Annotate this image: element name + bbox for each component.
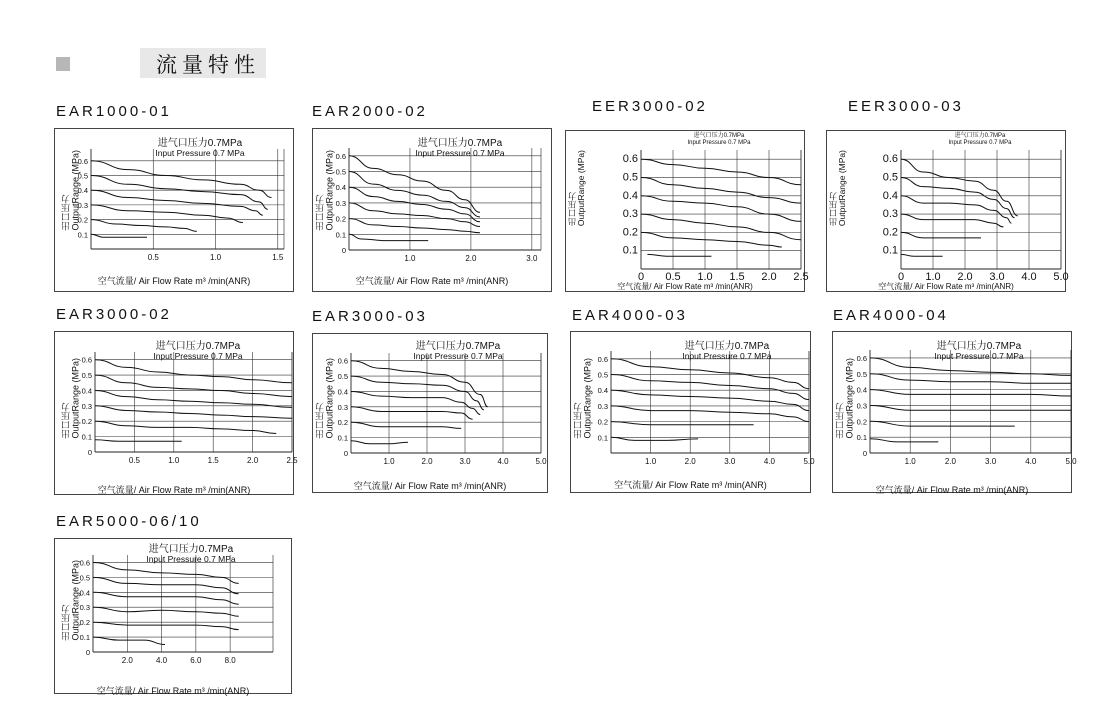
- chart-panel: [826, 130, 1069, 292]
- y-tick-label: 0.6: [77, 156, 88, 166]
- y-tick-label: 0.2: [79, 618, 90, 628]
- x-tick-label: 3.0: [459, 457, 471, 466]
- x-tick-label: 3.0: [985, 457, 997, 466]
- y-tick-label: 0.2: [856, 417, 867, 427]
- y-tick-label: 0.6: [856, 353, 867, 363]
- y-tick-label: 0.5: [335, 167, 346, 177]
- y-tick-label: 0.3: [882, 208, 898, 221]
- y-tick-label: 0.6: [882, 153, 898, 166]
- series-line-0.4: [95, 391, 292, 408]
- input-pressure-note-en: Input Pressure 0.7 MPa: [146, 554, 236, 564]
- series-line-0.5: [351, 376, 484, 410]
- y-axis-label-en: OutputRange (MPa): [324, 150, 335, 231]
- series-line-0.2: [91, 220, 197, 232]
- y-tick-label: 0.4: [81, 386, 92, 396]
- series-line-0.1: [93, 637, 165, 644]
- series-line-0.1: [901, 254, 943, 256]
- y-axis-label-cn: 出口压力: [315, 194, 325, 231]
- x-axis-label: 空气流量/ Air Flow Rate m³ /min(ANR): [617, 282, 753, 291]
- y-tick-label: 0: [343, 449, 348, 458]
- y-tick-label: 0.4: [882, 189, 898, 202]
- y-tick-label: 0.6: [79, 558, 90, 568]
- y-axis-label-cn: 出口压力: [61, 402, 71, 439]
- y-tick-label: 0.1: [335, 230, 346, 240]
- y-axis-label-cn: 出口压力: [828, 192, 838, 227]
- y-tick-label: 0.1: [882, 244, 898, 257]
- y-tick-label: 0.6: [622, 153, 638, 166]
- x-tick-label: 2.0: [761, 271, 777, 283]
- input-pressure-note-cn: 进气口压力0.7MPa: [684, 341, 770, 352]
- y-tick-label: 0.2: [81, 417, 92, 427]
- x-tick-label: 8.0: [224, 656, 236, 665]
- input-pressure-note-cn: 进气口压力0.7MPa: [936, 341, 1022, 352]
- x-tick-label: 2.0: [684, 457, 696, 466]
- x-tick-label: 0.5: [665, 271, 681, 283]
- y-axis-label: [62, 150, 81, 231]
- x-tick-label: 1.0: [168, 456, 180, 465]
- y-tick-label: 0.5: [622, 171, 638, 184]
- series-line-0.3: [901, 214, 1003, 227]
- input-pressure-note-en: Input Pressure 0.7 MPa: [934, 351, 1024, 361]
- chart-title: EAR3000-03: [312, 308, 428, 325]
- y-axis-label-en: OutputRange (MPa): [575, 150, 586, 227]
- y-axis-label-cn: 出口压力: [61, 604, 71, 641]
- x-axis-label: 空气流量/ Air Flow Rate m³ /min(ANR): [878, 282, 1014, 291]
- x-tick-label: 4.0: [1025, 457, 1037, 466]
- input-pressure-note-en: Input Pressure 0.7 MPa: [948, 139, 1012, 146]
- y-tick-label: 0.3: [77, 200, 88, 210]
- series-line-0.6: [91, 161, 272, 198]
- series-line-0.5: [93, 577, 239, 593]
- y-axis-label: [836, 358, 855, 439]
- x-tick-label: 6.0: [190, 656, 202, 665]
- x-tick-label: 2.0: [465, 254, 477, 263]
- x-tick-label: 0: [637, 271, 645, 283]
- input-pressure-note: [400, 138, 520, 158]
- y-axis-label-en: OutputRange (MPa): [324, 358, 335, 439]
- chart-title: EER3000-02: [592, 98, 708, 115]
- input-pressure-note: [398, 341, 518, 361]
- y-tick-label: 0.4: [597, 386, 608, 396]
- chart-title: EER3000-03: [848, 98, 964, 115]
- series-line-0.2: [351, 422, 461, 428]
- input-pressure-note-cn: 进气口压力0.7MPa: [155, 341, 241, 352]
- series-line-0.4: [641, 196, 801, 222]
- input-pressure-note: [131, 544, 251, 564]
- y-axis-label-en: OutputRange (MPa): [582, 358, 593, 439]
- series-line-0.6: [93, 563, 239, 584]
- x-tick-label: 1.0: [209, 253, 222, 262]
- y-axis-label-en: OutputRange (MPa): [844, 358, 855, 439]
- y-tick-label: 0.2: [77, 215, 88, 225]
- series-line-0.5: [91, 176, 268, 210]
- x-tick-label: 0: [897, 271, 905, 283]
- input-pressure-note-cn: 进气口压力0.7MPa: [157, 138, 243, 149]
- series-line-0.1: [870, 439, 938, 442]
- x-tick-label: 3.0: [989, 271, 1005, 283]
- y-tick-label: 0.2: [882, 226, 898, 239]
- x-tick-label: 4.0: [497, 457, 509, 466]
- input-pressure-note: [920, 133, 1040, 146]
- chart-title: EAR4000-04: [833, 307, 949, 324]
- x-tick-label: 4.0: [156, 656, 168, 665]
- series-line-0.6: [641, 159, 801, 185]
- y-axis-label-cn: 出口压力: [835, 402, 845, 439]
- x-tick-label: 5.0: [1053, 271, 1069, 283]
- input-pressure-note-en: Input Pressure 0.7 MPa: [687, 139, 751, 146]
- chart-title: EAR4000-03: [572, 307, 688, 324]
- y-tick-label: 0.1: [337, 433, 348, 443]
- x-tick-label: 2.5: [286, 456, 298, 465]
- x-tick-label: 4.0: [763, 457, 775, 466]
- chart-title: EAR5000-06/10: [56, 513, 202, 530]
- x-tick-label: 2.0: [944, 457, 956, 466]
- y-tick-label: 0: [85, 648, 90, 657]
- x-tick-label: 1.5: [729, 271, 745, 283]
- x-axis-label: 空气流量/ Air Flow Rate m³ /min(ANR): [355, 276, 509, 286]
- y-axis-label-en: OutputRange (MPa): [70, 358, 81, 439]
- series-line-0.6: [901, 159, 1018, 216]
- x-tick-label: 5.0: [1065, 457, 1077, 466]
- input-pressure-note: [919, 341, 1039, 361]
- x-tick-label: 1.0: [383, 457, 395, 466]
- input-pressure-note: [667, 341, 787, 361]
- x-tick-label: 3.0: [526, 254, 538, 263]
- y-tick-label: 0.5: [77, 171, 88, 181]
- x-axis-label: 空气流量/ Air Flow Rate m³ /min(ANR): [97, 485, 251, 495]
- y-axis-label: [62, 358, 81, 439]
- series-line-0.2: [95, 421, 276, 433]
- series-line-0.2: [611, 422, 754, 425]
- series-line-0.1: [611, 437, 698, 440]
- y-tick-label: 0.4: [77, 186, 88, 196]
- x-tick-label: 3.0: [724, 457, 736, 466]
- input-pressure-note: [138, 341, 258, 361]
- y-tick-label: 0: [87, 448, 92, 457]
- y-tick-label: 0: [341, 246, 346, 255]
- series-line-0.1: [95, 440, 182, 442]
- y-tick-label: 0.5: [882, 171, 898, 184]
- series-line-0.4: [93, 592, 239, 604]
- series-line-0.6: [95, 360, 292, 383]
- y-tick-label: 0.1: [597, 433, 608, 443]
- input-pressure-note-en: Input Pressure 0.7 MPa: [413, 351, 503, 361]
- y-tick-label: 0.3: [79, 603, 90, 613]
- series-line-0.3: [611, 406, 809, 422]
- x-tick-label: 2.0: [121, 656, 133, 665]
- series-line-0.1: [349, 234, 428, 240]
- y-axis-label-en: OutputRange (MPa): [70, 150, 81, 231]
- y-tick-label: 0.5: [856, 369, 867, 379]
- y-tick-label: 0.4: [335, 183, 346, 193]
- x-tick-label: 0.5: [147, 253, 159, 262]
- x-tick-label: 1.0: [404, 254, 416, 263]
- x-tick-label: 1.5: [272, 253, 284, 262]
- y-tick-label: 0.5: [81, 371, 92, 381]
- x-tick-label: 5.0: [535, 457, 547, 466]
- y-axis-label: [574, 358, 593, 439]
- x-tick-label: 0.5: [128, 456, 140, 465]
- section-title: 流量特性: [156, 53, 260, 77]
- chart-title: EAR1000-01: [56, 103, 172, 120]
- y-tick-label: 0.2: [337, 418, 348, 428]
- series-line-0.2: [901, 232, 981, 238]
- x-axis-label: 空气流量/ Air Flow Rate m³ /min(ANR): [875, 485, 1029, 495]
- y-axis-label-cn: 出口压力: [567, 192, 577, 227]
- input-pressure-note-cn: 进气口压力0.7MPa: [417, 138, 503, 149]
- y-tick-label: 0.3: [597, 401, 608, 411]
- y-tick-label: 0.2: [597, 417, 608, 427]
- y-tick-label: 0.3: [856, 401, 867, 411]
- series-line-0.2: [870, 421, 1015, 426]
- y-tick-label: 0.3: [335, 198, 346, 208]
- x-axis-label: 空气流量/ Air Flow Rate m³ /min(ANR): [353, 481, 507, 491]
- y-tick-label: 0.3: [337, 402, 348, 412]
- chart-panel: [565, 130, 809, 292]
- y-axis-label-en: OutputRange (MPa): [836, 150, 847, 227]
- series-line-0.2: [641, 232, 782, 247]
- series-line-0.5: [870, 374, 1071, 384]
- y-axis-label-cn: 出口压力: [61, 194, 71, 231]
- y-tick-label: 0.3: [81, 401, 92, 411]
- series-line-0.3: [95, 406, 292, 418]
- y-axis-label: [316, 150, 335, 231]
- x-tick-label: 2.0: [957, 271, 973, 283]
- y-axis-label: [568, 150, 586, 226]
- x-tick-label: 2.0: [421, 457, 433, 466]
- series-line-0.1: [351, 441, 408, 444]
- series-line-0.4: [611, 390, 809, 410]
- y-tick-label: 0.5: [79, 573, 90, 583]
- input-pressure-note-en: Input Pressure 0.7 MPa: [415, 148, 505, 158]
- input-pressure-note-cn: 进气口压力0.7MPa: [693, 133, 745, 139]
- y-tick-label: 0.2: [622, 226, 638, 239]
- series-line-0.4: [91, 190, 263, 215]
- gray-square-marker: [56, 57, 70, 71]
- input-pressure-note-cn: 进气口压力0.7MPa: [954, 133, 1006, 139]
- series-line-0.3: [93, 607, 239, 616]
- x-tick-label: 5.0: [803, 457, 815, 466]
- y-axis-label: [316, 358, 335, 439]
- y-tick-label: 0.4: [337, 387, 348, 397]
- x-tick-label: 4.0: [1021, 271, 1037, 283]
- y-axis-label: [829, 150, 847, 226]
- series-line-0.2: [349, 219, 480, 233]
- chart-svg: [566, 131, 809, 293]
- y-axis-label: [62, 560, 81, 641]
- x-tick-label: 1.0: [645, 457, 657, 466]
- y-tick-label: 0.4: [622, 189, 638, 202]
- series-line-0.3: [351, 407, 473, 419]
- x-tick-label: 2.5: [793, 271, 809, 283]
- series-line-0.5: [611, 375, 809, 400]
- y-tick-label: 0.1: [81, 432, 92, 442]
- x-axis-label: 空气流量/ Air Flow Rate m³ /min(ANR): [97, 276, 251, 286]
- y-axis-label-en: OutputRange (MPa): [70, 560, 81, 641]
- y-tick-label: 0.6: [337, 356, 348, 366]
- x-axis-label: 空气流量/ Air Flow Rate m³ /min(ANR): [96, 686, 250, 696]
- input-pressure-note: [140, 138, 260, 158]
- series-line-0.1: [91, 234, 147, 237]
- series-line-0.5: [641, 178, 801, 204]
- input-pressure-note-cn: 进气口压力0.7MPa: [148, 544, 234, 555]
- y-axis-label-cn: 出口压力: [573, 402, 583, 439]
- series-line-0.3: [641, 214, 801, 240]
- x-tick-label: 2.0: [247, 456, 259, 465]
- chart-svg: [827, 131, 1067, 293]
- input-pressure-note-en: Input Pressure 0.7 MPa: [155, 148, 245, 158]
- series-line-0.4: [870, 390, 1071, 396]
- input-pressure-note-en: Input Pressure 0.7 MPa: [153, 351, 243, 361]
- x-axis-label: 空气流量/ Air Flow Rate m³ /min(ANR): [614, 480, 767, 490]
- y-tick-label: 0.6: [335, 151, 346, 161]
- series-line-0.2: [93, 622, 239, 629]
- y-tick-label: 0.5: [337, 372, 348, 382]
- y-tick-label: 0.6: [81, 355, 92, 365]
- y-axis-label-cn: 出口压力: [315, 402, 325, 439]
- series-line-0.3: [870, 406, 1071, 411]
- x-tick-label: 1.0: [697, 271, 713, 283]
- input-pressure-note-cn: 进气口压力0.7MPa: [415, 341, 501, 352]
- input-pressure-note-en: Input Pressure 0.7 MPa: [682, 351, 772, 361]
- series-line-0.5: [95, 375, 292, 397]
- y-tick-label: 0.1: [79, 633, 90, 643]
- series-line-0.4: [349, 187, 480, 222]
- x-tick-label: 1.5: [207, 456, 219, 465]
- y-tick-label: 0.4: [79, 588, 90, 598]
- y-tick-label: 0.6: [597, 354, 608, 364]
- y-tick-label: 0.4: [856, 385, 867, 395]
- y-tick-label: 0.1: [77, 230, 88, 240]
- y-tick-label: 0.2: [335, 214, 346, 224]
- x-tick-label: 1.0: [925, 271, 941, 283]
- chart-title: EAR2000-02: [312, 103, 428, 120]
- y-tick-label: 0: [862, 449, 867, 458]
- input-pressure-note: [659, 133, 779, 146]
- y-tick-label: 0.1: [856, 433, 867, 443]
- y-tick-label: 0.3: [622, 208, 638, 221]
- y-tick-label: 0.5: [597, 370, 608, 380]
- x-tick-label: 1.0: [904, 457, 916, 466]
- y-tick-label: 0.1: [622, 244, 638, 257]
- chart-title: EAR3000-02: [56, 306, 172, 323]
- series-line-0.1: [647, 254, 711, 256]
